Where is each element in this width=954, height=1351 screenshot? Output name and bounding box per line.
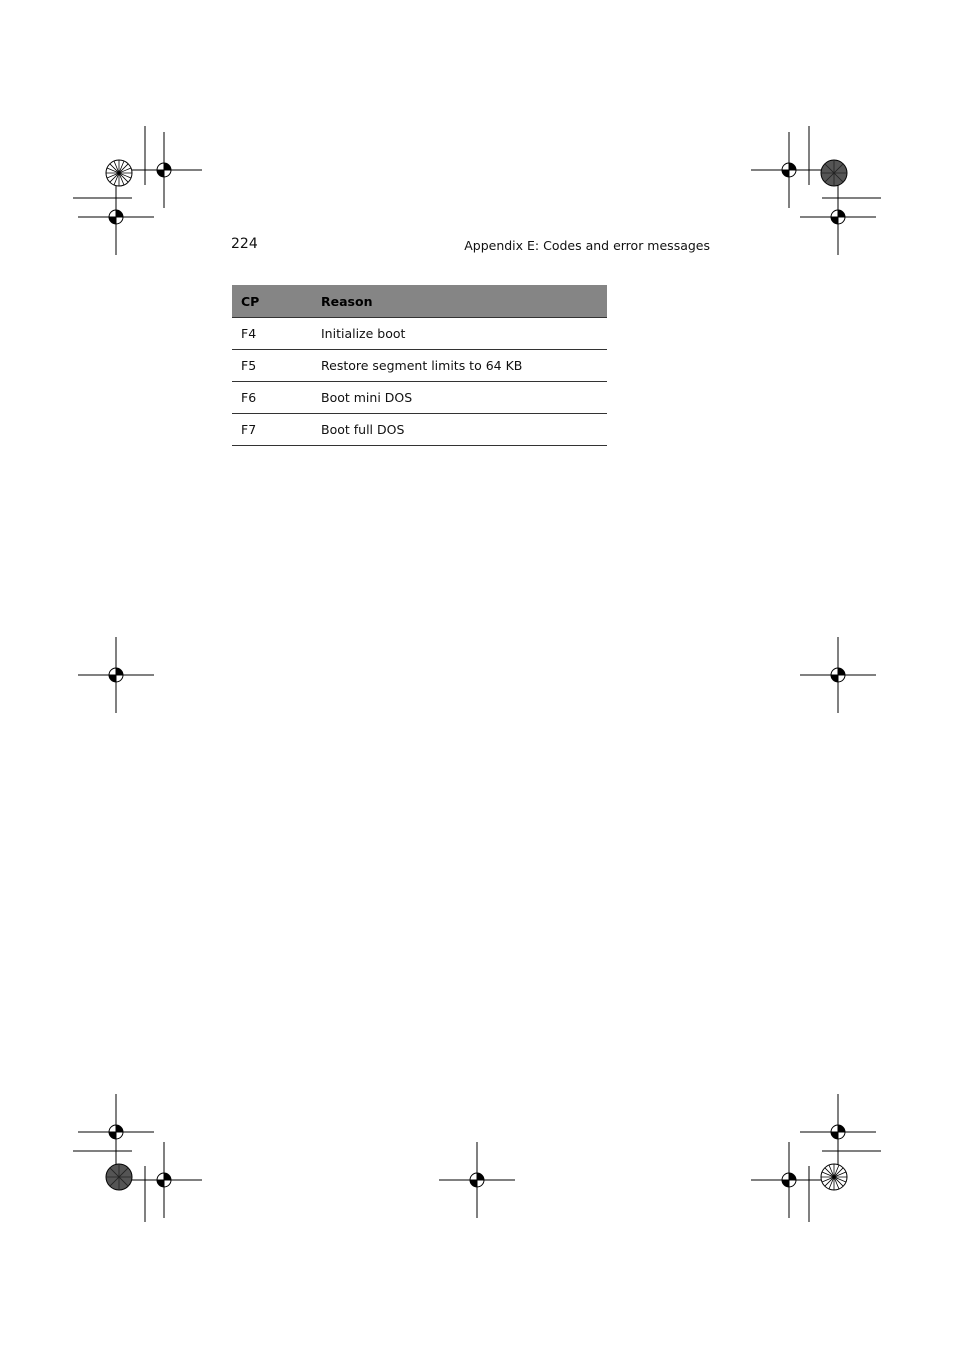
column-header-reason: Reason [321,285,607,318]
table-row [232,318,607,350]
reason-cell: Restore segment limits to 64 KB [321,350,607,382]
reason-cell: Boot mini DOS [321,382,607,414]
table-row [232,414,607,446]
page-number: 224 [231,236,258,252]
cp-cell: F6 [232,382,321,414]
running-header: Appendix E: Codes and error messages [464,238,710,253]
cp-cell: F5 [232,350,321,382]
table-row [232,382,607,414]
cp-cell: F7 [232,414,321,446]
column-header-cp: CP [232,285,321,318]
cp-cell: F4 [232,318,321,350]
checkpoint-table [232,285,607,446]
table-header-row [232,285,607,318]
reason-cell: Initialize boot [321,318,607,350]
table-row [232,350,607,382]
reason-cell: Boot full DOS [321,414,607,446]
